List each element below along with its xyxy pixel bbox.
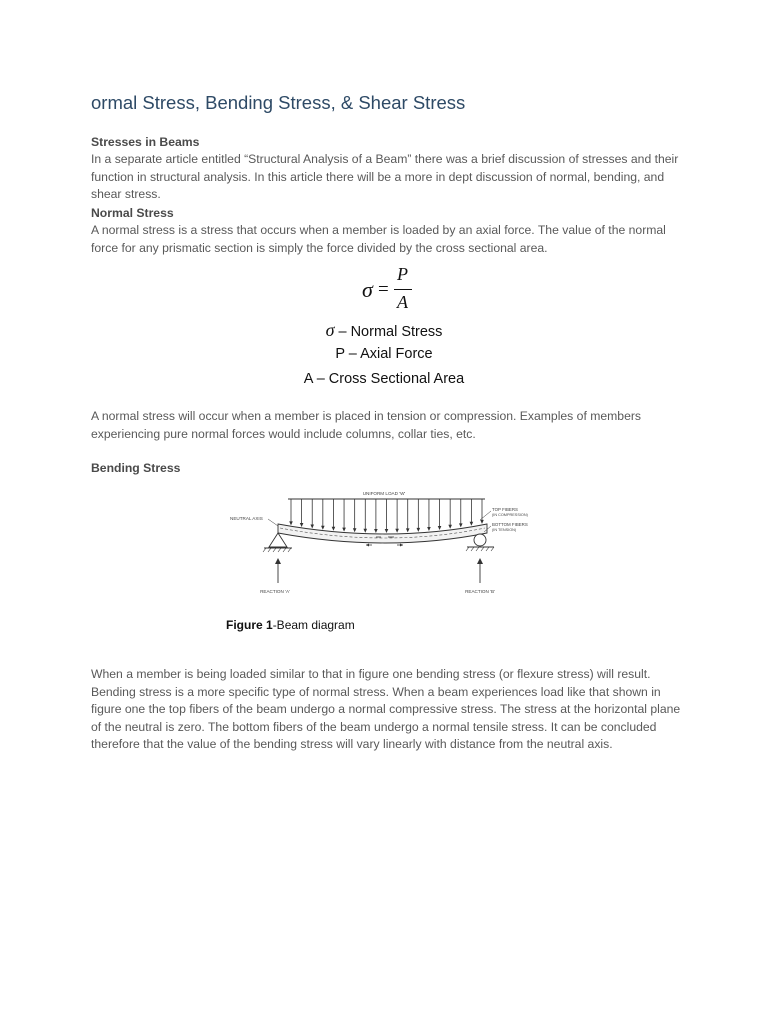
legend-cross-sectional-area: A – Cross Sectional Area: [303, 371, 465, 387]
normal-stress-paragraph: A normal stress is a stress that occurs when a member is loaded by an axial force. The value of the normal force for any prismatic section is simply the force divided by the cross sectional area.: [91, 223, 666, 255]
legend-sigma-text: – Normal Stress: [334, 324, 443, 340]
bottom-fibers-label: BOTTOM FIBERS: [492, 522, 528, 527]
bending-stress-paragraph: When a member is being loaded similar to that in figure one bending stress (or flexure stress) will result. Bending stress is a more specific type of normal stress. When a beam experiences load like that shown in figure one the top fibers of the beam undergo a normal compressive stress. The stress at the horizontal plane of the neutral is zero. The bottom fibers of the beam undergo a normal tensile stress. It can be concluded therefore that the value of the bending stress will vary linearly with distance from the neutral axis.: [91, 667, 681, 752]
figure-caption-label: Figure 1: [226, 618, 273, 632]
load-arrowhead: [438, 526, 442, 530]
load-arrowhead: [417, 528, 421, 532]
bottom-fibers-sublabel: (IN TENSION): [492, 528, 517, 532]
load-arrowhead: [300, 523, 304, 527]
load-arrowhead: [427, 527, 431, 531]
equation-numerator: P: [397, 264, 408, 284]
top-fibers-sublabel: (IN COMPRESSION): [492, 513, 528, 517]
pin-support-icon: [269, 533, 287, 547]
equation-denominator: A: [397, 292, 408, 312]
load-arrowhead: [332, 527, 336, 531]
legend-sigma-symbol: σ: [325, 320, 335, 340]
reaction-a-label: REACTION 'A': [260, 589, 290, 594]
stresses-paragraph: In a separate article entitled “Structural Analysis of a Beam” there was a brief discussion of stresses and their function in structural analysis. In this article there will be a more in dept discussion of normal, bending, and shear stress.: [91, 152, 679, 202]
right-hatch: [466, 547, 494, 551]
legend-axial-force: P – Axial Force: [335, 346, 433, 362]
figure-caption: [226, 618, 355, 632]
normal-stress-paragraph-2: A normal stress will occur when a member is placed in tension or compression. Examples of members experiencing pure normal forces would include columns, collar ties, etc.: [91, 409, 642, 441]
load-arrowhead: [480, 520, 484, 524]
reaction-a-arrowhead: [275, 558, 281, 564]
load-label: UNIFORM LOAD 'W': [362, 491, 406, 496]
bending-stress-heading: Bending Stress: [91, 461, 181, 475]
top-fibers-label: TOP FIBERS: [492, 507, 518, 512]
load-arrowhead: [289, 521, 293, 525]
load-arrowhead: [321, 526, 325, 530]
load-arrowhead: [310, 524, 314, 528]
neutral-axis-leader: [268, 519, 278, 526]
neutral-axis-label: NEUTRAL AXIS: [230, 516, 263, 521]
load-arrowhead: [353, 528, 357, 532]
load-arrows: [289, 499, 484, 533]
load-arrowhead: [406, 528, 410, 532]
load-arrowhead: [342, 528, 346, 532]
equation-equals: =: [378, 279, 389, 300]
load-arrowhead: [448, 525, 452, 529]
load-arrowhead: [385, 529, 389, 533]
load-arrowhead: [459, 523, 463, 527]
load-arrowhead: [470, 522, 474, 526]
reaction-b-arrowhead: [477, 558, 483, 564]
stresses-heading: Stresses in Beams: [91, 135, 200, 149]
load-arrowhead: [374, 529, 378, 533]
reaction-b-label: REACTION 'B': [465, 589, 495, 594]
normal-stress-equation: [0, 262, 768, 392]
page-title: ormal Stress, Bending Stress, & Shear Stress: [91, 92, 466, 113]
equation-sigma: σ: [362, 277, 373, 302]
normal-stress-heading: Normal Stress: [91, 206, 174, 220]
beam: [278, 524, 487, 543]
beam-diagram: [222, 487, 552, 602]
left-hatch: [263, 548, 291, 552]
figure-caption-text: -Beam diagram: [272, 618, 355, 632]
roller-support-icon: [474, 534, 486, 546]
load-arrowhead: [363, 529, 367, 533]
load-arrowhead: [395, 529, 399, 533]
legend-sigma: [0, 320, 768, 341]
fraction-bar: [394, 289, 412, 290]
